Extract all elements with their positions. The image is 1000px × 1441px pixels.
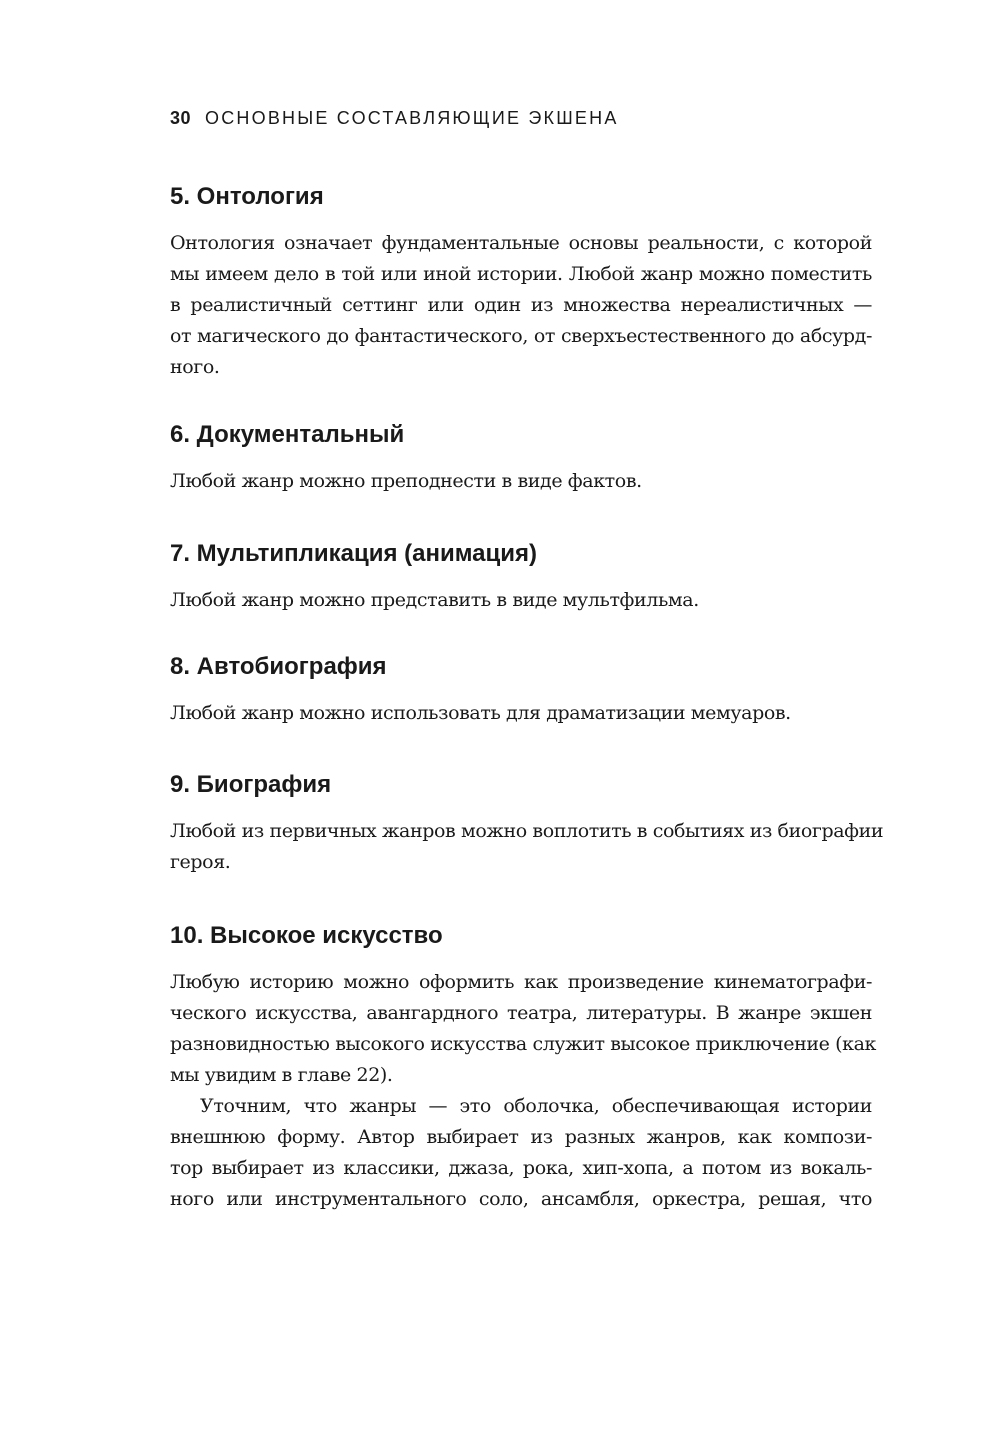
section-paragraph [170, 585, 872, 616]
text-line: Уточним, что жанры — это оболочка, обеспечивающая истории [200, 1095, 872, 1117]
text-line: ного. [170, 356, 220, 378]
section-paragraph [170, 967, 877, 1091]
text-line: от магического до фантастического, от сверхъестественного до абсурд- [170, 325, 872, 347]
page-number: 30 [170, 108, 192, 128]
section-animation [170, 539, 872, 616]
text-line: внешнюю форму. Автор выбирает из разных жанров, как компози- [170, 1126, 872, 1148]
section-biography [170, 770, 884, 878]
text-line: ческого искусства, авангардного театра, литературы. В жанре экшен [170, 1002, 872, 1024]
text-line: ного или инструментального соло, ансамбля, оркестра, решая, что [170, 1188, 872, 1210]
section-heading: 9. Биография [170, 771, 332, 798]
text-line: Любой из первичных жанров можно воплотить в событиях из биографии [170, 820, 884, 842]
section-heading: 5. Онтология [170, 183, 324, 210]
text-line: разновидностью высокого искусства служит высокое приключение (как [170, 1033, 877, 1055]
text-line: Любой жанр можно преподнести в виде фактов. [170, 470, 642, 492]
section-heading: 8. Автобиография [170, 653, 387, 680]
text-line: мы имеем дело в той или иной истории. Любой жанр можно поместить [170, 263, 872, 285]
text-line: в реалистичный сеттинг или один из множества нереалистичных — [170, 294, 872, 316]
section-high-art [170, 921, 877, 1215]
text-line: Онтология означает фундаментальные основы реальности, с которой [170, 232, 872, 254]
text-line: тор выбирает из классики, джаза, рока, хип-хопа, а потом из вокаль- [170, 1157, 872, 1179]
section-documentary [170, 420, 872, 497]
section-autobiography [170, 652, 872, 729]
text-line: Любой жанр можно использовать для драматизации мемуаров. [170, 702, 791, 724]
section-paragraph [170, 228, 872, 383]
text-line: героя. [170, 851, 231, 873]
section-paragraph [170, 466, 872, 497]
section-heading: 7. Мультипликация (анимация) [170, 540, 538, 567]
section-heading: 10. Высокое искусство [170, 922, 443, 949]
text-line: мы увидим в главе 22). [170, 1064, 393, 1086]
text-line: Любую историю можно оформить как произведение кинематографи- [170, 971, 872, 993]
text-line: Любой жанр можно представить в виде мультфильма. [170, 589, 699, 611]
section-paragraph [170, 698, 872, 729]
section-heading: 6. Документальный [170, 421, 405, 448]
running-head [170, 108, 872, 129]
continuation-paragraph [170, 1091, 872, 1215]
running-title: ОСНОВНЫЕ СОСТАВЛЯЮЩИЕ ЭКШЕНА [205, 108, 619, 128]
section-ontology [170, 182, 872, 383]
section-paragraph [170, 816, 884, 878]
